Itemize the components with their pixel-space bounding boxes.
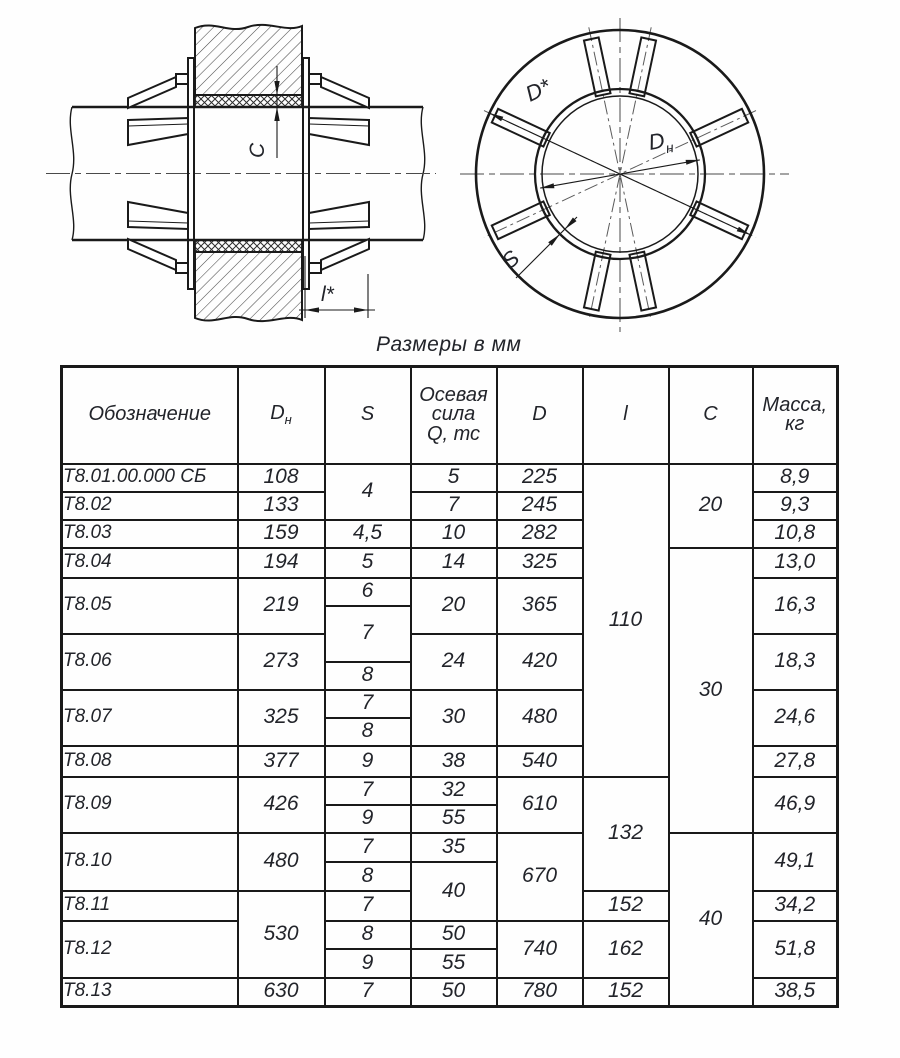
rib bbox=[630, 37, 657, 96]
value-cell: 480 bbox=[497, 690, 583, 746]
value-cell: 49,1 bbox=[753, 833, 838, 891]
table-row bbox=[62, 464, 838, 492]
value-cell: 133 bbox=[238, 492, 325, 520]
dimensions-table bbox=[60, 365, 839, 1008]
value-cell: 540 bbox=[497, 746, 583, 777]
value-cell: 27,8 bbox=[753, 746, 838, 777]
value-cell: 38 bbox=[411, 746, 497, 777]
collar-plate-left bbox=[188, 58, 194, 289]
table-body bbox=[62, 464, 838, 1007]
value-cell: 10,8 bbox=[753, 520, 838, 548]
value-cell: 30 bbox=[411, 690, 497, 746]
value-cell: 610 bbox=[497, 777, 583, 833]
value-cell: 38,5 bbox=[753, 978, 838, 1007]
value-cell: 110 bbox=[583, 464, 669, 777]
column-header: $D_н$ bbox=[238, 367, 325, 464]
front-view-drawing bbox=[452, 8, 797, 343]
value-cell: 219 bbox=[238, 578, 325, 634]
value-cell: 8 bbox=[325, 662, 411, 690]
value-cell: 9 bbox=[325, 805, 411, 833]
value-cell: 194 bbox=[238, 548, 325, 578]
value-cell: 7 bbox=[325, 833, 411, 862]
column-header: l bbox=[583, 367, 669, 464]
dim-s-label: S bbox=[496, 245, 525, 274]
dimension-s bbox=[497, 217, 577, 278]
value-cell: 162 bbox=[583, 921, 669, 978]
designation-cell: Т8.11 bbox=[62, 891, 238, 921]
section-view-drawing bbox=[40, 8, 440, 343]
designation-cell: Т8.13 bbox=[62, 978, 238, 1007]
value-cell: 7 bbox=[325, 777, 411, 805]
value-cell: 46,9 bbox=[753, 777, 838, 833]
designation-cell: Т8.12 bbox=[62, 921, 238, 978]
value-cell: 32 bbox=[411, 777, 497, 805]
dim-l-label: l* bbox=[321, 283, 334, 306]
value-cell: 9 bbox=[325, 949, 411, 978]
value-cell: 24,6 bbox=[753, 690, 838, 746]
value-cell: 16,3 bbox=[753, 578, 838, 634]
value-cell: 245 bbox=[497, 492, 583, 520]
value-cell: 108 bbox=[238, 464, 325, 492]
value-cell: 152 bbox=[583, 978, 669, 1007]
designation-cell: Т8.08 bbox=[62, 746, 238, 777]
value-cell: 365 bbox=[497, 578, 583, 634]
value-cell: 426 bbox=[238, 777, 325, 833]
value-cell: 282 bbox=[497, 520, 583, 548]
value-cell: 159 bbox=[238, 520, 325, 548]
value-cell: 630 bbox=[238, 978, 325, 1007]
value-cell: 7 bbox=[411, 492, 497, 520]
value-cell: 24 bbox=[411, 634, 497, 690]
value-cell: 50 bbox=[411, 978, 497, 1007]
designation-cell: Т8.06 bbox=[62, 634, 238, 690]
packing-strip-top bbox=[195, 95, 302, 107]
value-cell: 273 bbox=[238, 634, 325, 690]
table-header bbox=[62, 367, 838, 464]
rib bbox=[584, 37, 611, 96]
value-cell: 14 bbox=[411, 548, 497, 578]
designation-cell: Т8.09 bbox=[62, 777, 238, 833]
value-cell: 225 bbox=[497, 464, 583, 492]
column-header: Осевая сила Q, тс bbox=[411, 367, 497, 464]
value-cell: 8 bbox=[325, 921, 411, 949]
designation-cell: Т8.02 bbox=[62, 492, 238, 520]
value-cell: 780 bbox=[497, 978, 583, 1007]
wall-upper-hatch bbox=[195, 25, 302, 95]
value-cell: 7 bbox=[325, 891, 411, 921]
designation-cell: Т8.04 bbox=[62, 548, 238, 578]
pipe-break-left bbox=[70, 107, 73, 240]
value-cell: 4 bbox=[325, 464, 411, 520]
value-cell: 7 bbox=[325, 606, 411, 662]
designation-cell: Т8.10 bbox=[62, 833, 238, 891]
value-cell: 35 bbox=[411, 833, 497, 862]
value-cell: 13,0 bbox=[753, 548, 838, 578]
value-cell: 55 bbox=[411, 949, 497, 978]
dim-dn-label: $D_н$ bbox=[646, 127, 675, 157]
value-cell: 9,3 bbox=[753, 492, 838, 520]
column-header: S bbox=[325, 367, 411, 464]
dim-c-label: С bbox=[246, 142, 269, 158]
designation-cell: Т8.03 bbox=[62, 520, 238, 548]
units-caption: Размеры в мм bbox=[376, 333, 522, 356]
value-cell: 740 bbox=[497, 921, 583, 978]
table-row bbox=[62, 833, 838, 862]
value-cell: 325 bbox=[497, 548, 583, 578]
value-cell: 152 bbox=[583, 891, 669, 921]
value-cell: 8,9 bbox=[753, 464, 838, 492]
value-cell: 8 bbox=[325, 862, 411, 891]
value-cell: 530 bbox=[238, 891, 325, 978]
dim-d-star-label: D* bbox=[521, 73, 555, 107]
value-cell: 10 bbox=[411, 520, 497, 548]
value-cell: 480 bbox=[238, 833, 325, 891]
designation-cell: Т8.05 bbox=[62, 578, 238, 634]
value-cell: 30 bbox=[669, 548, 753, 833]
value-cell: 7 bbox=[325, 690, 411, 718]
value-cell: 4,5 bbox=[325, 520, 411, 548]
value-cell: 377 bbox=[238, 746, 325, 777]
value-cell: 20 bbox=[669, 464, 753, 548]
value-cell: 9 bbox=[325, 746, 411, 777]
designation-cell: Т8.01.00.000 СБ bbox=[62, 464, 238, 492]
value-cell: 5 bbox=[411, 464, 497, 492]
value-cell: 670 bbox=[497, 833, 583, 921]
value-cell: 132 bbox=[583, 777, 669, 891]
value-cell: 40 bbox=[411, 862, 497, 921]
value-cell: 51,8 bbox=[753, 921, 838, 978]
value-cell: 325 bbox=[238, 690, 325, 746]
value-cell: 7 bbox=[325, 978, 411, 1007]
packing-strip-bottom bbox=[195, 240, 302, 252]
value-cell: 34,2 bbox=[753, 891, 838, 921]
column-header: C bbox=[669, 367, 753, 464]
value-cell: 55 bbox=[411, 805, 497, 833]
value-cell: 50 bbox=[411, 921, 497, 949]
value-cell: 8 bbox=[325, 718, 411, 746]
column-header: Масса, кг bbox=[753, 367, 838, 464]
value-cell: 40 bbox=[669, 833, 753, 1007]
column-header: D bbox=[497, 367, 583, 464]
value-cell: 18,3 bbox=[753, 634, 838, 690]
value-cell: 5 bbox=[325, 548, 411, 578]
column-header: Обозначение bbox=[62, 367, 238, 464]
value-cell: 6 bbox=[325, 578, 411, 606]
table-row bbox=[62, 548, 838, 578]
value-cell: 420 bbox=[497, 634, 583, 690]
designation-cell: Т8.07 bbox=[62, 690, 238, 746]
value-cell: 20 bbox=[411, 578, 497, 634]
wall-lower-hatch bbox=[195, 252, 302, 321]
